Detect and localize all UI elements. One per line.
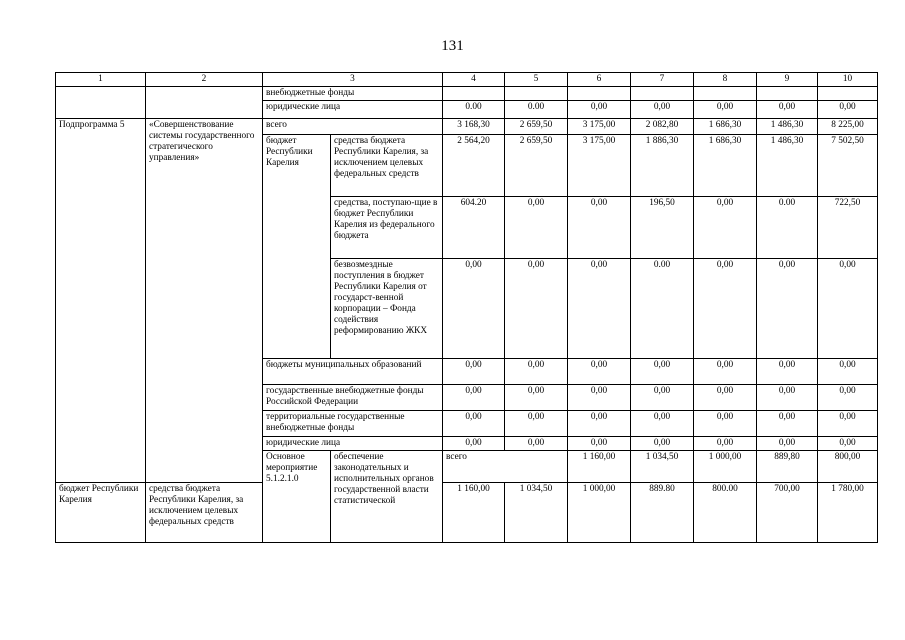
value-cell: [505, 86, 568, 100]
value-cell: 0,00: [631, 410, 694, 436]
value-cell: 2 564,20: [443, 134, 505, 196]
value-cell: 0,00: [757, 436, 818, 450]
value-cell: 1 486,30: [757, 118, 818, 134]
value-cell: 0,00: [757, 410, 818, 436]
value-cell: 889,80: [757, 450, 818, 482]
value-cell: 700,00: [757, 482, 818, 542]
value-cell: 0,00: [505, 384, 568, 410]
value-cell: 0,00: [694, 410, 757, 436]
value-cell: 0,00: [818, 384, 878, 410]
value-cell: [757, 86, 818, 100]
value-cell: 0,00: [443, 358, 505, 384]
value-cell: 1 160,00: [443, 482, 505, 542]
source-label: территориальные государственные внебюджетные фонды: [263, 410, 443, 436]
value-cell: 0,00: [818, 436, 878, 450]
value-cell: 0,00: [443, 436, 505, 450]
source-label: безвозмездные поступления в бюджет Республики Карелия от государст-венной корпорации – Фонда содействия реформированию ЖКХ: [331, 258, 443, 358]
source-label: средства бюджета Республики Карелия, за исключением целевых федеральных средств: [331, 134, 443, 196]
value-cell: 0,00: [443, 258, 505, 358]
header-cell: 7: [631, 73, 694, 87]
value-cell: 0,00: [818, 358, 878, 384]
source-label: юридические лица: [263, 436, 443, 450]
value-cell: 3 175,00: [568, 134, 631, 196]
value-cell: 0,00: [757, 384, 818, 410]
value-cell: 0,00: [568, 384, 631, 410]
table-row: [56, 86, 878, 100]
value-cell: 0,00: [757, 358, 818, 384]
value-cell: 0,00: [757, 258, 818, 358]
value-cell: 0,00: [505, 196, 568, 258]
value-cell: 1 000,00: [694, 450, 757, 482]
empty-cell: [56, 86, 146, 118]
value-cell: 604.20: [443, 196, 505, 258]
header-cell: 5: [505, 73, 568, 87]
value-cell: 800,00: [818, 450, 878, 482]
value-cell: 1 686,30: [694, 118, 757, 134]
value-cell: 0,00: [568, 410, 631, 436]
value-cell: 0,00: [568, 196, 631, 258]
source-label: всего: [443, 450, 568, 482]
source-label: средства бюджета Республики Карелия, за исключением целевых федеральных средств: [146, 482, 263, 542]
budget-label: бюджет Республики Карелия: [56, 482, 146, 542]
value-cell: 2 659,50: [505, 134, 568, 196]
value-cell: 0,00: [631, 436, 694, 450]
value-cell: 0,00: [757, 100, 818, 118]
header-cell: 9: [757, 73, 818, 87]
value-cell: 1 000,00: [568, 482, 631, 542]
value-cell: 0,00: [443, 410, 505, 436]
value-cell: 0,00: [568, 100, 631, 118]
value-cell: 0,00: [505, 436, 568, 450]
value-cell: 0.00: [505, 100, 568, 118]
value-cell: 0,00: [694, 436, 757, 450]
source-label: бюджеты муниципальных образований: [263, 358, 443, 384]
source-label: юридические лица: [263, 100, 443, 118]
source-label: всего: [263, 118, 443, 134]
page-number: 131: [441, 38, 464, 54]
value-cell: 1 486,30: [757, 134, 818, 196]
value-cell: 0.00: [443, 100, 505, 118]
budget-table: [55, 72, 878, 543]
value-cell: 0,00: [694, 358, 757, 384]
value-cell: [631, 86, 694, 100]
budget-label: бюджет Республики Карелия: [263, 134, 331, 358]
value-cell: [694, 86, 757, 100]
source-label: внебюджетные фонды: [263, 86, 443, 100]
value-cell: 0,00: [505, 258, 568, 358]
value-cell: 0.00: [631, 258, 694, 358]
header-row: [56, 73, 878, 87]
value-cell: 3 168,30: [443, 118, 505, 134]
program-title: «Совершенствование системы государственного стратегического управления»: [146, 118, 263, 482]
header-cell: 10: [818, 73, 878, 87]
value-cell: 0,00: [818, 410, 878, 436]
header-cell: 3: [263, 73, 443, 87]
value-cell: 1 780,00: [818, 482, 878, 542]
value-cell: 3 175,00: [568, 118, 631, 134]
value-cell: 0,00: [818, 258, 878, 358]
table-row: [56, 482, 878, 542]
value-cell: 1 160,00: [568, 450, 631, 482]
value-cell: 0,00: [505, 358, 568, 384]
value-cell: 0,00: [443, 384, 505, 410]
value-cell: [443, 86, 505, 100]
header-cell: 4: [443, 73, 505, 87]
table-row: [56, 118, 878, 134]
value-cell: 7 502,50: [818, 134, 878, 196]
value-cell: 0,00: [694, 100, 757, 118]
value-cell: 0,00: [505, 410, 568, 436]
value-cell: 2 659,50: [505, 118, 568, 134]
value-cell: 1 686,30: [694, 134, 757, 196]
value-cell: 889.80: [631, 482, 694, 542]
value-cell: 0.00: [757, 196, 818, 258]
value-cell: 0,00: [818, 100, 878, 118]
value-cell: 1 034,50: [631, 450, 694, 482]
header-cell: 2: [146, 73, 263, 87]
program-name: Подпрограмма 5: [56, 118, 146, 482]
value-cell: 0,00: [694, 384, 757, 410]
value-cell: 0,00: [694, 196, 757, 258]
value-cell: 1 886,30: [631, 134, 694, 196]
value-cell: 722,50: [818, 196, 878, 258]
value-cell: 0,00: [568, 358, 631, 384]
header-cell: 6: [568, 73, 631, 87]
value-cell: [568, 86, 631, 100]
value-cell: 0,00: [568, 258, 631, 358]
value-cell: 0,00: [631, 358, 694, 384]
value-cell: 0,00: [631, 384, 694, 410]
empty-cell: [146, 86, 263, 118]
measure-title: обеспечение законодательных и исполнительных органов государственной власти статистической: [331, 450, 443, 542]
measure-name: Основное мероприятие 5.1.2.1.0: [263, 450, 331, 542]
header-cell: 1: [56, 73, 146, 87]
value-cell: [818, 86, 878, 100]
value-cell: 196,50: [631, 196, 694, 258]
value-cell: 0,00: [694, 258, 757, 358]
value-cell: 0,00: [631, 100, 694, 118]
value-cell: 2 082,80: [631, 118, 694, 134]
value-cell: 800.00: [694, 482, 757, 542]
value-cell: 1 034,50: [505, 482, 568, 542]
header-cell: 8: [694, 73, 757, 87]
source-label: государственные внебюджетные фонды Российской Федерации: [263, 384, 443, 410]
value-cell: 0,00: [568, 436, 631, 450]
value-cell: 8 225,00: [818, 118, 878, 134]
source-label: средства, поступаю-щие в бюджет Республики Карелия из федерального бюджета: [331, 196, 443, 258]
